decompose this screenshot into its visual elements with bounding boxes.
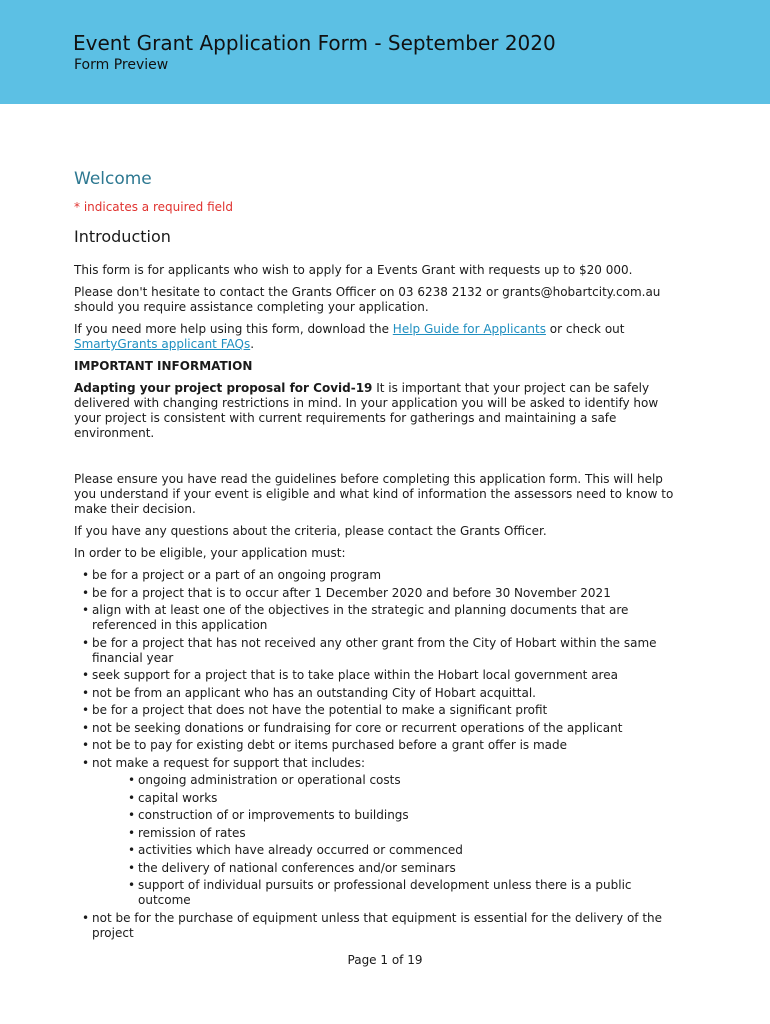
- help-text-after: .: [250, 337, 255, 351]
- form-content: [74, 168, 682, 943]
- list-item: • be for a project that is to occur after 1 December 2020 and before 30 November 2021: [92, 586, 682, 601]
- important-information-heading: IMPORTANT INFORMATION: [74, 359, 253, 373]
- list-item: • not be to pay for existing debt or items purchased before a grant offer is made: [92, 738, 682, 753]
- eligibility-criteria-list-continued: [74, 911, 682, 941]
- list-item: • not be for the purchase of equipment unless that equipment is essential for the delivery of the project: [92, 911, 682, 941]
- list-item: • seek support for a project that is to take place within the Hobart local government area: [92, 668, 682, 683]
- list-item: • not be from an applicant who has an outstanding City of Hobart acquittal.: [92, 686, 682, 701]
- introduction-heading: Introduction: [74, 227, 171, 246]
- list-item: • align with at least one of the objectives in the strategic and planning documents that are referenced in this application: [92, 603, 682, 633]
- welcome-heading: Welcome: [74, 169, 152, 189]
- intro-paragraph-grant-limit: This form is for applicants who wish to apply for a Events Grant with requests up to $20 000.: [74, 263, 633, 277]
- covid-bold-lead: Adapting your project proposal for Covid-19: [74, 381, 373, 395]
- list-item: • support of individual pursuits or professional development unless there is a public outcome: [138, 878, 682, 908]
- help-text-before: If you need more help using this form, download the: [74, 322, 393, 336]
- covid-text: It is important that your project can be safely delivered with changing restrictions in mind. In your application you will be asked to identify how your project is consistent with current requirements for gatherings and maintaining a safe environment.: [74, 381, 659, 440]
- intro-paragraph-help: [74, 322, 682, 352]
- form-header: [0, 0, 770, 104]
- list-item: • capital works: [138, 791, 682, 806]
- list-item: • ongoing administration or operational costs: [138, 773, 682, 788]
- list-item: • construction of or improvements to buildings: [138, 808, 682, 823]
- list-item: • not make a request for support that includes:: [92, 756, 682, 771]
- form-title: Event Grant Application Form - September 2020: [73, 31, 556, 55]
- page-number: Page 1 of 19: [347, 953, 423, 967]
- faqs-link[interactable]: SmartyGrants applicant FAQs: [74, 337, 251, 351]
- form-subtitle: Form Preview: [74, 57, 169, 73]
- list-item: • not be seeking donations or fundraising for core or recurrent operations of the applicant: [92, 721, 682, 736]
- list-item: • be for a project that has not received any other grant from the City of Hobart within the same financial year: [92, 636, 682, 666]
- eligibility-criteria-list: [74, 568, 682, 771]
- help-guide-link[interactable]: Help Guide for Applicants: [392, 322, 546, 336]
- intro-paragraph-contact: Please don't hesitate to contact the Grants Officer on 03 6238 2132 or grants@hobartcity.com.au should you require assistance completing your application.: [74, 285, 661, 314]
- questions-paragraph: If you have any questions about the criteria, please contact the Grants Officer.: [74, 524, 547, 538]
- required-field-note: * indicates a required field: [74, 200, 233, 214]
- eligibility-intro: In order to be eligible, your application must:: [74, 546, 346, 560]
- excluded-costs-list: [74, 773, 682, 908]
- list-item: • the delivery of national conferences and/or seminars: [138, 861, 682, 876]
- list-item: • be for a project or a part of an ongoing program: [92, 568, 682, 583]
- covid-paragraph: [74, 381, 682, 441]
- guidelines-paragraph: Please ensure you have read the guidelines before completing this application form. This will help you understand if your event is eligible and what kind of information the assessors need to know to make their decision.: [74, 472, 674, 516]
- list-item: • activities which have already occurred or commenced: [138, 843, 682, 858]
- help-text-middle: or check out: [545, 322, 625, 336]
- list-item: • remission of rates: [138, 826, 682, 841]
- list-item: • be for a project that does not have the potential to make a significant profit: [92, 703, 682, 718]
